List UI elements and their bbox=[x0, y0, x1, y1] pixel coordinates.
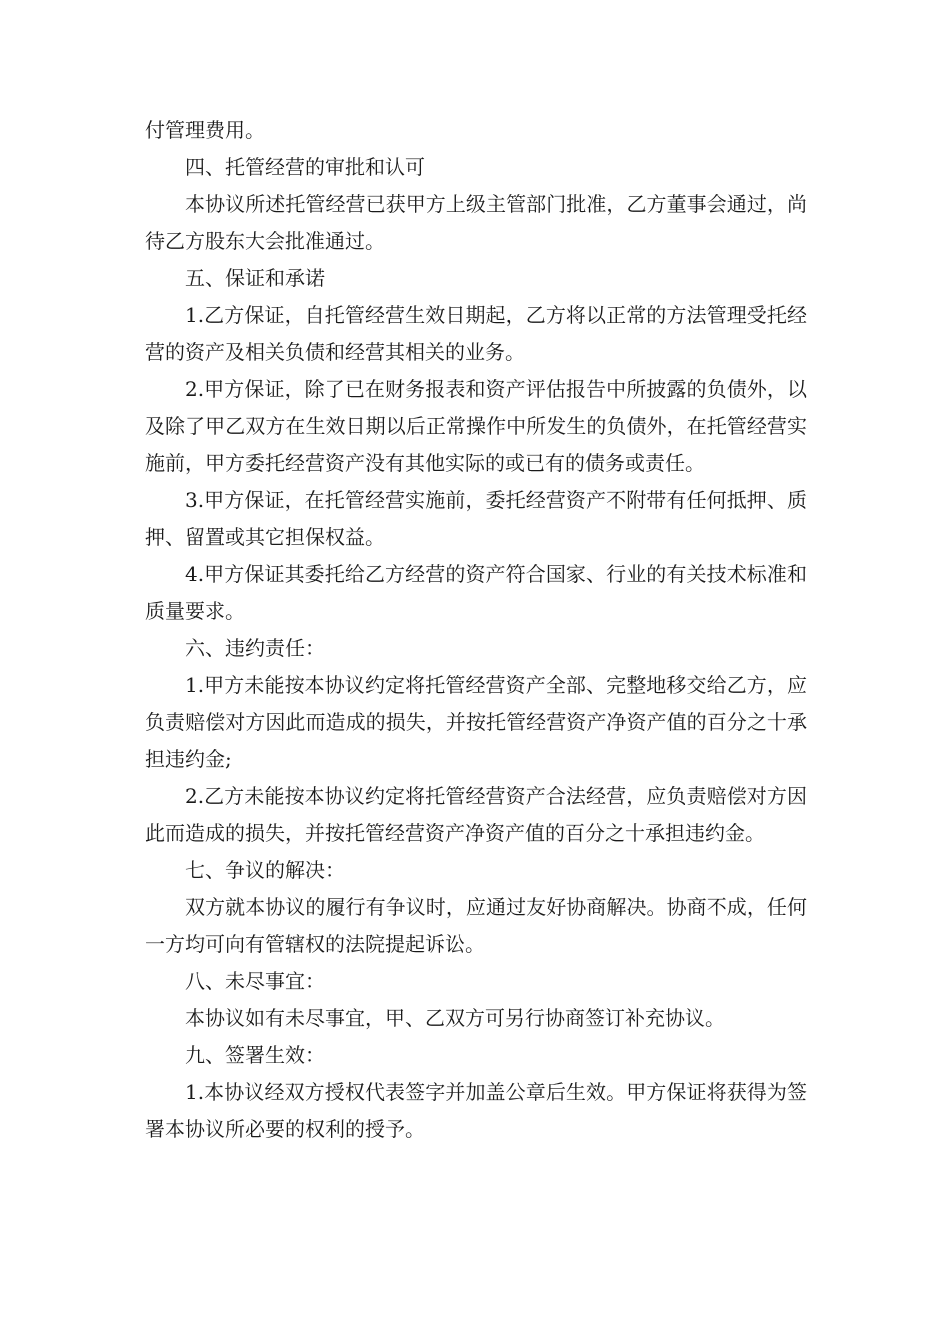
section-heading-other-matters: 八、未尽事宜： bbox=[185, 969, 325, 993]
paragraph-guarantee-2: 2.甲方保证，除了已在财务报表和资产评估报告中所披露的负债外，以及除了甲乙双方在生效日期以后正常操作中所发生的负债外，在托管经营实施前，甲方委托经营资产没有其他实际的或已有的债务或责任。 bbox=[145, 377, 807, 475]
paragraph-liability-1: 1.甲方未能按本协议约定将托管经营资产全部、完整地移交给乙方，应负责赔偿对方因此而造成的损失，并按托管经营资产净资产值的百分之十承担违约金; bbox=[145, 673, 807, 771]
document-body bbox=[145, 112, 807, 1148]
paragraph-guarantee-1: 1.乙方保证，自托管经营生效日期起，乙方将以正常的方法管理受托经营的资产及相关负债和经营其相关的业务。 bbox=[145, 303, 807, 364]
section-heading-effectiveness: 九、签署生效： bbox=[185, 1043, 325, 1067]
paragraph-other-matters: 本协议如有未尽事宜，甲、乙双方可另行协商签订补充协议。 bbox=[185, 1006, 725, 1030]
section-heading-guarantees: 五、保证和承诺 bbox=[185, 266, 325, 290]
section-heading-liability: 六、违约责任： bbox=[185, 636, 325, 660]
paragraph-guarantee-4: 4.甲方保证其委托给乙方经营的资产符合国家、行业的有关技术标准和质量要求。 bbox=[145, 562, 807, 623]
paragraph-guarantee-3: 3.甲方保证，在托管经营实施前，委托经营资产不附带有任何抵押、质押、留置或其它担保权益。 bbox=[145, 488, 807, 549]
section-heading-disputes: 七、争议的解决： bbox=[185, 858, 345, 882]
paragraph-approval: 本协议所述托管经营已获甲方上级主管部门批准，乙方董事会通过，尚待乙方股东大会批准通过。 bbox=[145, 192, 807, 253]
paragraph-effectiveness-1: 1.本协议经双方授权代表签字并加盖公章后生效。甲方保证将获得为签署本协议所必要的权利的授予。 bbox=[145, 1080, 807, 1141]
paragraph-disputes: 双方就本协议的履行有争议时，应通过友好协商解决。协商不成，任何一方均可向有管辖权的法院提起诉讼。 bbox=[145, 895, 807, 956]
paragraph-continuation: 付管理费用。 bbox=[145, 118, 265, 142]
paragraph-liability-2: 2.乙方未能按本协议约定将托管经营资产合法经营，应负责赔偿对方因此而造成的损失，并按托管经营资产净资产值的百分之十承担违约金。 bbox=[145, 784, 807, 845]
section-heading-approval: 四、托管经营的审批和认可 bbox=[185, 155, 425, 179]
